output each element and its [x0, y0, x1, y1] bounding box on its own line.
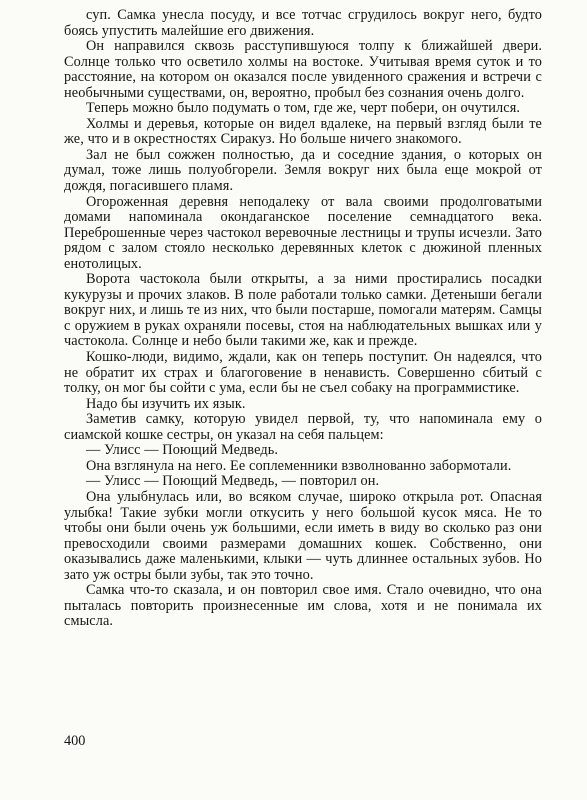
paragraph-10: Заметив самку, которую увидел первой, ту, что напоминала ему о сиамской кошке сестры, он указал на себя пальцем:	[64, 411, 542, 443]
dialogue-line-2: — Улисс — Поющий Медведь, — повторил он.	[86, 473, 380, 490]
paragraph-1: суп. Самка унесла посуду, и все тотчас сгрудилось вокруг него, будто боясь упустить малейшие его движения.	[64, 7, 542, 39]
paragraph-9: Надо бы изучить их язык.	[86, 395, 246, 412]
paragraph-3: Теперь можно было подумать о том, где же, черт побери, он очутился.	[86, 100, 521, 117]
paragraph-8: Кошко-люди, видимо, ждали, как он теперь поступит. Он надеялся, что не обратит их страх и благоговение в ненависть. Совершенно сбитый с толку, он мог бы сойти с ума, если бы не съел собаку на программистике.	[64, 349, 542, 397]
paragraph-7: Ворота частокола были открыты, а за ними простирались посадки кукурузы и прочих злаков. В поле работали только самки. Детеныши бегали вокруг них, и лишь те из них, что были постарше, помогали матерям. Самцы с оружием в руках охраняли посевы, стоя на наблюдательных вышках или у частокола. Солнце и небо были такими же, как и прежде.	[64, 271, 542, 350]
paragraph-12: Она взглянула на него. Ее соплеменники взволнованно забормотали.	[86, 457, 512, 474]
paragraph-6: Огороженная деревня неподалеку от вала своими продолговатыми домами напоминала окондаганское поселение семнадцатого века. Переброшенные через частокол веревочные лестницы и трупы исчезли. Зато рядом с залом стояло несколько деревянных клеток с дюжиной пленных енотолицых.	[64, 193, 542, 272]
paragraph-14: Она улыбнулась или, во всяком случае, широко открыла рот. Опасная улыбка! Такие зубки могли откусить у него большой кусок мяса. Не то чтобы они были очень уж большими, если иметь в виду во сколько раз они превосходили своими размерами домашних кошек. Собственно, они оказывались даже маленькими, клыки — чуть длиннее остальных зубов. Но зато уж остры были зубы, так это точно.	[64, 488, 542, 583]
body-text	[64, 8, 542, 630]
paragraph-4: Холмы и деревья, которые он видел вдалеке, на первый взгляд были те же, что и в окрестностях Сиракуз. Но больше ничего знакомого.	[64, 115, 542, 148]
paragraph-2: Он направился сквозь расступившуюся толпу к ближайшей двери. Солнце только что осветило холмы на востоке. Учитывая время суток и то расстояние, на котором он оказался после увиденного сражения и встречи с необычными существами, он, вероятно, пробыл без сознания очень долго.	[64, 38, 542, 101]
page-number: 400	[64, 733, 86, 749]
dialogue-line-1: — Улисс — Поющий Медведь.	[86, 442, 278, 459]
paragraph-5: Зал не был сожжен полностью, да и соседние здания, о которых он думал, тоже лишь полуобгорели. Земля вокруг них была еще мокрой от дождя, погасившего пламя.	[64, 146, 542, 195]
paragraph-15: Самка что-то сказала, и он повторил свое имя. Стало очевидно, что она пыталась повторить произнесенные им слова, хотя и не понимала их смысла.	[64, 582, 542, 630]
